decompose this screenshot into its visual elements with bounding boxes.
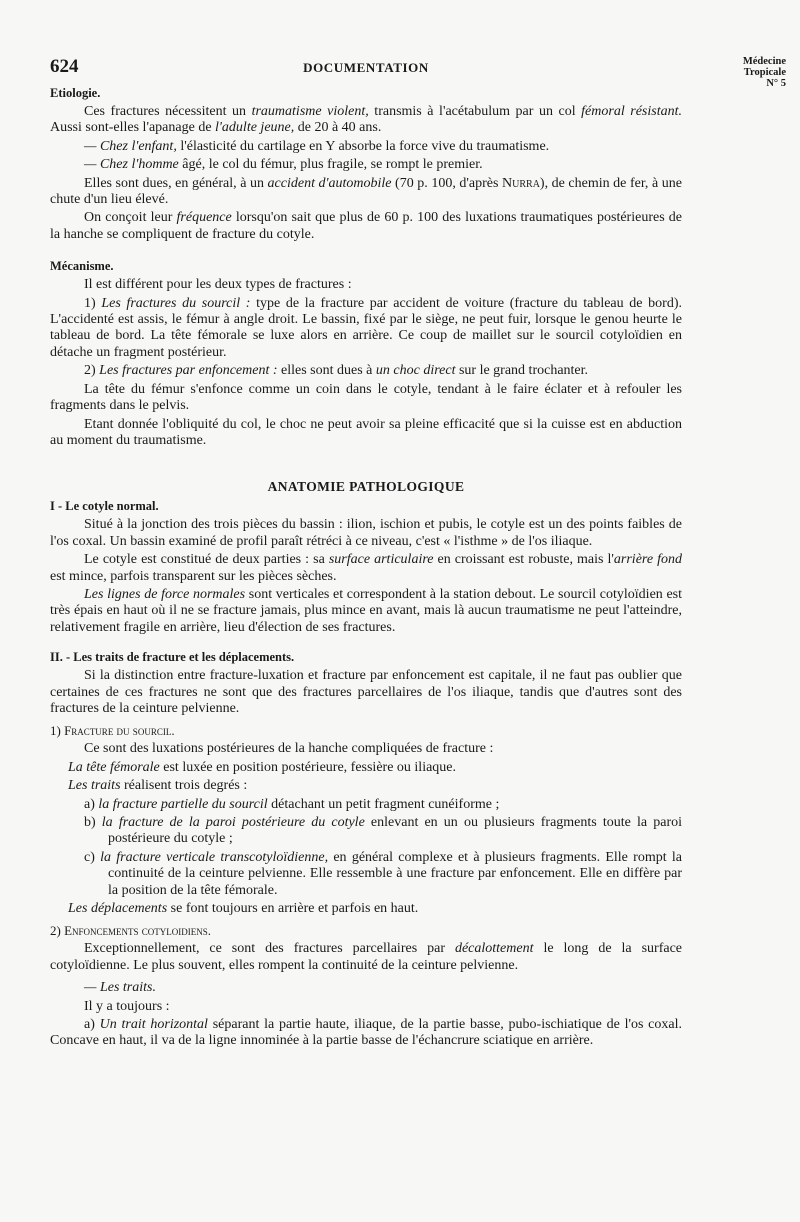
- paragraph: Il est différent pour les deux types de fractures :: [84, 277, 352, 293]
- journal-reference: [706, 56, 786, 89]
- paragraph: Les déplacements se font toujours en arrière et parfois en haut.: [68, 901, 419, 917]
- subsection-heading: II. - Les traits de fracture et les déplacements.: [50, 650, 295, 665]
- journal-line: N° 5: [766, 78, 786, 89]
- section-heading-etiologie: Etiologie.: [50, 86, 101, 100]
- page: [50, 56, 786, 1052]
- paragraph: — Chez l'enfant, l'élasticité du cartilage en Y absorbe la force vive du traumatisme.: [84, 138, 550, 154]
- subsection-heading: 1) Fracture du sourcil.: [50, 723, 175, 739]
- paragraph: — Les traits.: [84, 980, 156, 996]
- paragraph: 2) Les fractures par enfoncement : elles sont dues à un choc direct sur le grand trochanter.: [84, 363, 589, 379]
- paragraph: Il y a toujours :: [84, 998, 170, 1014]
- paragraph: Les lignes de force normales sont verticales et correspondent à la station debout. Le sourcil cotyloïdien est très épais en haut où il ne se fracture jamais, plus mince en avant, mais là aucun traumatisme ne peut l'atteindre, relativement fragile en arrière, lieu d'élection de ses fractures.: [50, 586, 682, 635]
- paragraph: Elles sont dues, en général, à un accident d'automobile (70 p. 100, d'après Nurra), de chemin de fer, à une chute d'un lieu élevé.: [50, 175, 682, 208]
- list-item: c) la fracture verticale transcotyloïdienne, en général complexe et à plusieurs fragments. Elle rompt la continuité de la ceinture pelvienne. Elle ressemble à une fracture par enfoncement. Elle en diffère par la position de la tête fémorale.: [84, 849, 682, 898]
- page-number: 624: [50, 56, 79, 77]
- subsection-heading: I - Le cotyle normal.: [50, 499, 159, 514]
- paragraph: — Chez l'homme âgé, le col du fémur, plus fragile, se rompt le premier.: [84, 157, 483, 173]
- journal-line: Médecine: [742, 56, 786, 67]
- running-header: [50, 56, 786, 89]
- paragraph: Le cotyle est constitué de deux parties : sa surface articulaire en croissant est robuste, mais l'arrière fond est mince, parfois transparent sur les pièces sèches.: [50, 552, 682, 584]
- section-heading-anatomie: ANATOMIE PATHOLOGIQUE: [267, 479, 465, 495]
- paragraph: Situé à la jonction des trois pièces du bassin : ilion, ischion et pubis, le cotyle est un des points faibles de l'os coxal. Un bassin examiné de profil paraît rétréci à ce niveau, c'est « l'isthme » de l'os iliaque.: [50, 517, 682, 549]
- journal-line: Tropicale: [743, 67, 786, 78]
- paragraph: On conçoit leur fréquence lorsqu'on sait que plus de 60 p. 100 des luxations traumatiques postérieures de la hanche se compliquent de fracture du cotyle.: [50, 210, 683, 242]
- paragraph: La tête fémorale est luxée en position postérieure, fessière ou iliaque.: [68, 759, 457, 775]
- paragraph: Ce sont des luxations postérieures de la hanche compliquées de fracture :: [84, 741, 494, 757]
- paragraph: a) Un trait horizontal séparant la partie haute, iliaque, de la partie basse, pubo-ischiatique de l'os coxal. Concave en haut, il va de la ligne innominée à la partie basse de l'échancrure sciatique en arrière.: [50, 1017, 682, 1049]
- paragraph: Si la distinction entre fracture-luxation et fracture par enfoncement est capitale, il ne faut pas oublier que certaines de ces fractures ne sont que des fractures parcellaires de l'os iliaque, tandis que d'autres sont des fractures de la ceinture pelvienne.: [50, 668, 682, 716]
- paragraph: Ces fractures nécessitent un traumatisme violent, transmis à l'acétabulum par un col fémoral résistant. Aussi sont-elles l'apanage de l'adulte jeune, de 20 à 40 ans.: [50, 104, 683, 136]
- list-item: a) la fracture partielle du sourcil détachant un petit fragment cunéiforme ;: [84, 796, 500, 812]
- paragraph: La tête du fémur s'enfonce comme un coin dans le cotyle, tendant à le faire éclater et à refouler les fragments dans le pelvis.: [50, 381, 682, 414]
- subsection-heading: 2) Enfoncements cotyloidiens.: [50, 923, 212, 939]
- paragraph: Les traits réalisent trois degrés :: [68, 778, 248, 794]
- section-heading-mecanisme: Mécanisme.: [50, 259, 114, 274]
- running-title: DOCUMENTATION: [303, 60, 429, 75]
- list-item: b) la fracture de la paroi postérieure du cotyle enlevant en un ou plusieurs fragments toute la paroi postérieure du cotyle ;: [84, 815, 682, 847]
- paragraph: Exceptionnellement, ce sont des fractures parcellaires par décalottement le long de la surface cotyloïdienne. Le plus souvent, elles rompent la continuité de la ceinture pelvienne.: [50, 941, 682, 973]
- paragraph: Etant donnée l'obliquité du col, le choc ne peut avoir sa pleine efficacité que si la cuisse est en abduction au moment du traumatisme.: [50, 416, 682, 448]
- paragraph: 1) Les fractures du sourcil : type de la fracture par accident de voiture (fracture du tableau de bord). L'accidenté est assis, le fémur à angle droit. Le bassin, fixé par le siège, ne peut fuir, lorsque le genou heurte le tableau de bord. La tête fémorale se luxe alors en arrière. Ce coup de maillet sur le sourcil cotyloïdien en détache un fragment postérieur.: [50, 295, 682, 360]
